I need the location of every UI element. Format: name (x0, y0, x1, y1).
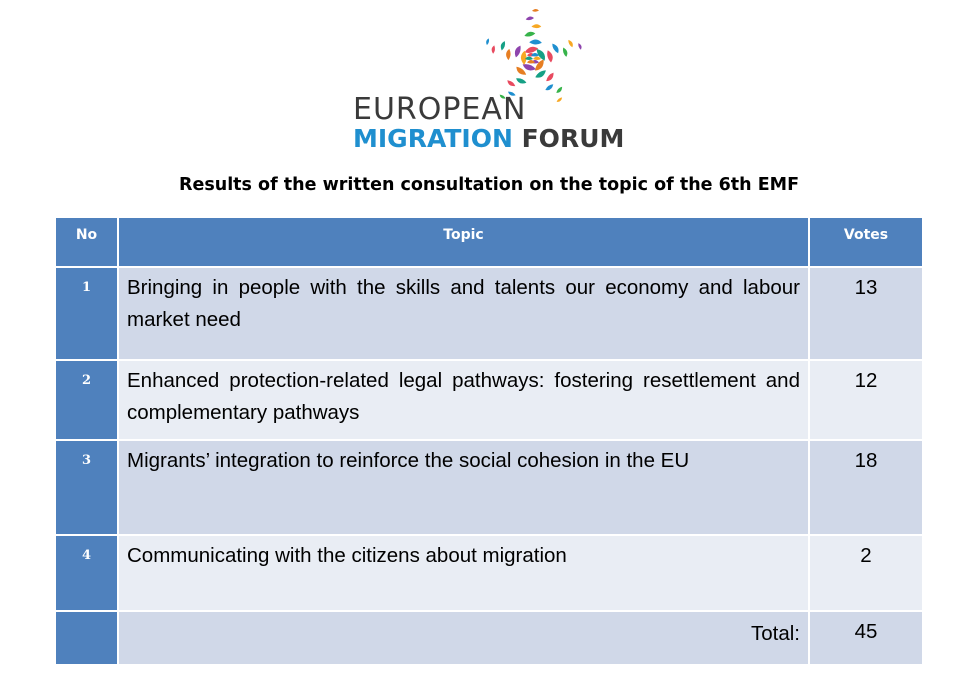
table-row (55, 440, 923, 535)
bird-shape (555, 86, 564, 94)
logo-text-migration-forum (353, 125, 624, 153)
logo-text-migration: MIGRATION (353, 124, 513, 153)
bird-shape (531, 24, 541, 29)
row-votes: 13 (809, 267, 923, 360)
table-row (55, 535, 923, 611)
row-topic: Communicating with the citizens about migration (118, 535, 809, 611)
bird-shape (524, 31, 536, 37)
total-no-cell (55, 611, 118, 665)
total-label: Total: (118, 611, 809, 665)
row-votes: 18 (809, 440, 923, 535)
bird-shape (534, 69, 548, 79)
header-votes: Votes (809, 217, 923, 267)
bird-shape (515, 76, 527, 85)
row-no: 3 (55, 440, 118, 535)
bird-shape (532, 9, 539, 12)
bird-shape (578, 43, 583, 50)
total-value: 45 (809, 611, 923, 665)
bird-shape (529, 38, 542, 45)
header-no: No (55, 217, 118, 267)
emf-logo (350, 4, 625, 154)
table-row (55, 267, 923, 360)
bird-shape (562, 47, 568, 57)
bird-shape (568, 39, 574, 48)
row-topic: Enhanced protection-related legal pathways: fostering resettlement and complementary pathways (118, 360, 809, 440)
bird-shape (526, 16, 535, 20)
header-topic: Topic (118, 217, 809, 267)
logo-text-forum: FORUM (521, 124, 625, 153)
table-row (55, 360, 923, 440)
row-votes: 12 (809, 360, 923, 440)
bird-shape (499, 40, 507, 51)
bird-shape (551, 42, 560, 54)
bird-shape (506, 79, 516, 89)
bird-shape (546, 50, 553, 63)
bird-shape (524, 46, 539, 54)
bird-shape (485, 38, 490, 46)
row-topic: Bringing in people with the skills and talents our economy and labour market need (118, 267, 809, 360)
bird-shape (556, 97, 563, 103)
results-table (54, 216, 924, 666)
bird-shape (491, 45, 496, 54)
bird-shape (505, 48, 512, 60)
table-header-row (55, 217, 923, 267)
row-no: 4 (55, 535, 118, 611)
bird-shape (544, 83, 554, 91)
page-subtitle: Results of the written consultation on the topic of the 6th EMF (178, 175, 800, 195)
bird-shape (545, 72, 556, 83)
row-votes: 2 (809, 535, 923, 611)
row-no: 1 (55, 267, 118, 360)
logo-text-european: EUROPEAN (353, 92, 527, 127)
table-total-row (55, 611, 923, 665)
row-topic: Migrants’ integration to reinforce the social cohesion in the EU (118, 440, 809, 535)
row-no: 2 (55, 360, 118, 440)
